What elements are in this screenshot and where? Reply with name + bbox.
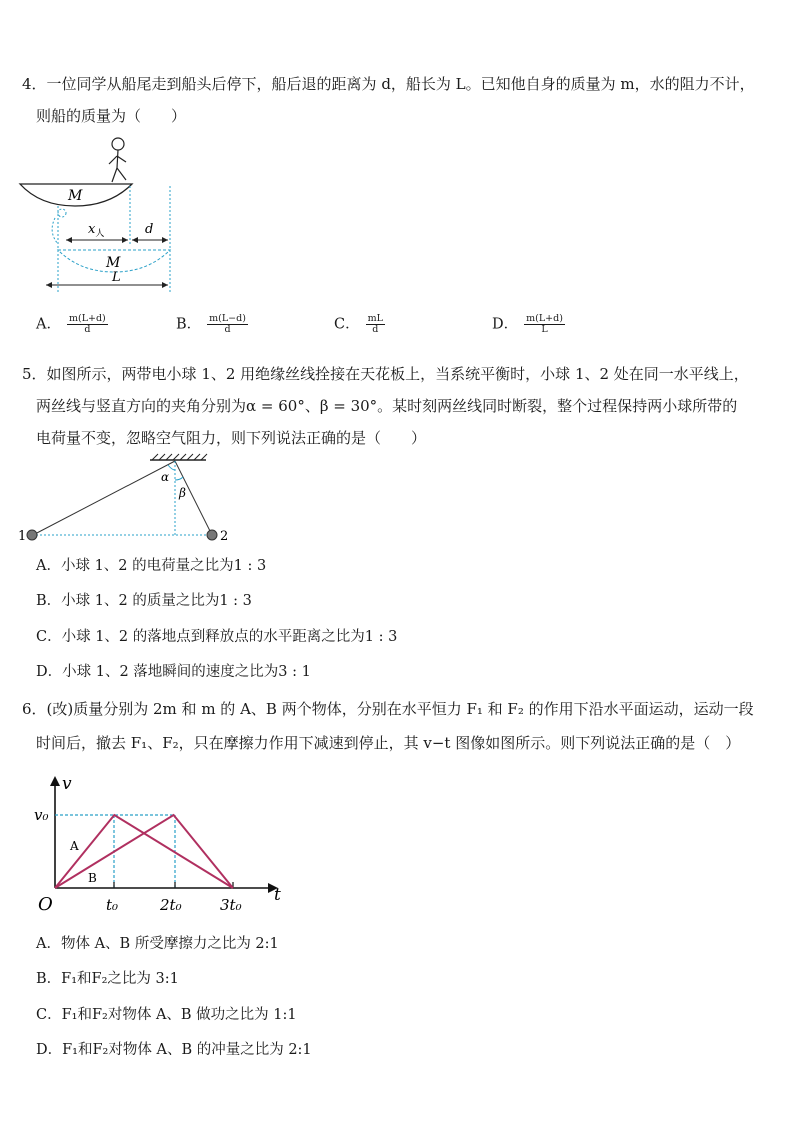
q6-option-a[interactable]: A．物体 A、B 所受摩擦力之比为 2:1 (36, 936, 279, 952)
q4-x-sub: 人 (95, 229, 105, 239)
q6-stem-line1: 6．(改)质量分别为 2m 和 m 的 A、B 两个物体，分别在水平恒力 F₁ 和 F₂ 的作用下沿水平面运动，运动一段 (22, 700, 754, 718)
q6-line-A (55, 815, 233, 888)
q5-option-c[interactable]: C．小球 1、2 的落地点到释放点的水平距离之比为1 : 3 (36, 629, 398, 645)
q6-option-b[interactable]: B．F₁和F₂之比为 3:1 (36, 971, 179, 987)
q5-option-a[interactable]: A．小球 1、2 的电荷量之比为1 : 3 (36, 558, 267, 574)
q6-y-axis-label: v (62, 774, 72, 794)
q4-option-c[interactable]: C． $\frac{mL}{d}$ (334, 313, 383, 335)
q6-3t0-label: 3t₀ (220, 896, 242, 914)
q4-x-label: x (88, 222, 96, 237)
q4-boat-label-bottom: M (106, 255, 121, 271)
q4-option-a[interactable]: A． $\frac{m(L+d)}{d}$ (36, 313, 106, 335)
q6-option-d[interactable]: D．F₁和F₂对物体 A、B 的冲量之比为 2:1 (36, 1042, 312, 1058)
q4-option-b[interactable]: B． $\frac{m(L-d)}{d}$ (176, 313, 246, 335)
q6-2t0-label: 2t₀ (160, 896, 182, 914)
q5-stem-line3: 电荷量不变，忽略空气阻力，则下列说法正确的是（ ） (36, 429, 427, 447)
q4-stem-line2: 则船的质量为（ ） (36, 107, 187, 125)
q5-ball2-label: 2 (220, 529, 229, 544)
q6-t0-label: t₀ (106, 896, 119, 914)
q6-origin-label: O (38, 894, 53, 915)
q5-stem-line1: 5．如图所示，两带电小球 1、2 用绝缘丝线拴接在天花板上，当系统平衡时，小球 1、2 处在同一水平线上， (22, 365, 749, 383)
q6-line-A-label: A (70, 839, 79, 853)
q5-beta-label: β (179, 486, 186, 500)
q6-line-B-label: B (88, 871, 97, 885)
q4-d-label: d (145, 222, 154, 237)
q4-stem-line1: 4．一位同学从船尾走到船头后停下，船后退的距离为 d，船长为 L。已知他自身的质量为 m，水的阻力不计， (22, 75, 755, 93)
q5-option-b[interactable]: B．小球 1、2 的质量之比为1 : 3 (36, 593, 252, 609)
q5-option-d[interactable]: D．小球 1、2 落地瞬间的速度之比为3 : 1 (36, 664, 311, 680)
q4-option-d[interactable]: D． $\frac{m(L+d)}{L}$ (492, 313, 563, 335)
q5-ball1-label: 1 (18, 529, 27, 544)
q4-boat-label-top: M (68, 188, 83, 204)
q6-stem-line2: 时间后，撤去 F₁、F₂，只在摩擦力作用下减速到停止，其 v−t 图像如图所示。则下列说法正确的是（ ） (36, 734, 741, 752)
q6-option-c[interactable]: C．F₁和F₂对物体 A、B 做功之比为 1:1 (36, 1007, 297, 1023)
q6-line-B (55, 815, 233, 888)
q6-v0-label: v₀ (34, 806, 49, 824)
q6-x-axis-label: t (274, 885, 281, 905)
q5-alpha-label: α (161, 470, 170, 484)
q5-stem-line2: 两丝线与竖直方向的夹角分别为α = 60°、β = 30°。某时刻两丝线同时断裂，整个过程保持两小球所带的 (36, 397, 738, 415)
q4-L-label: L (112, 270, 121, 285)
